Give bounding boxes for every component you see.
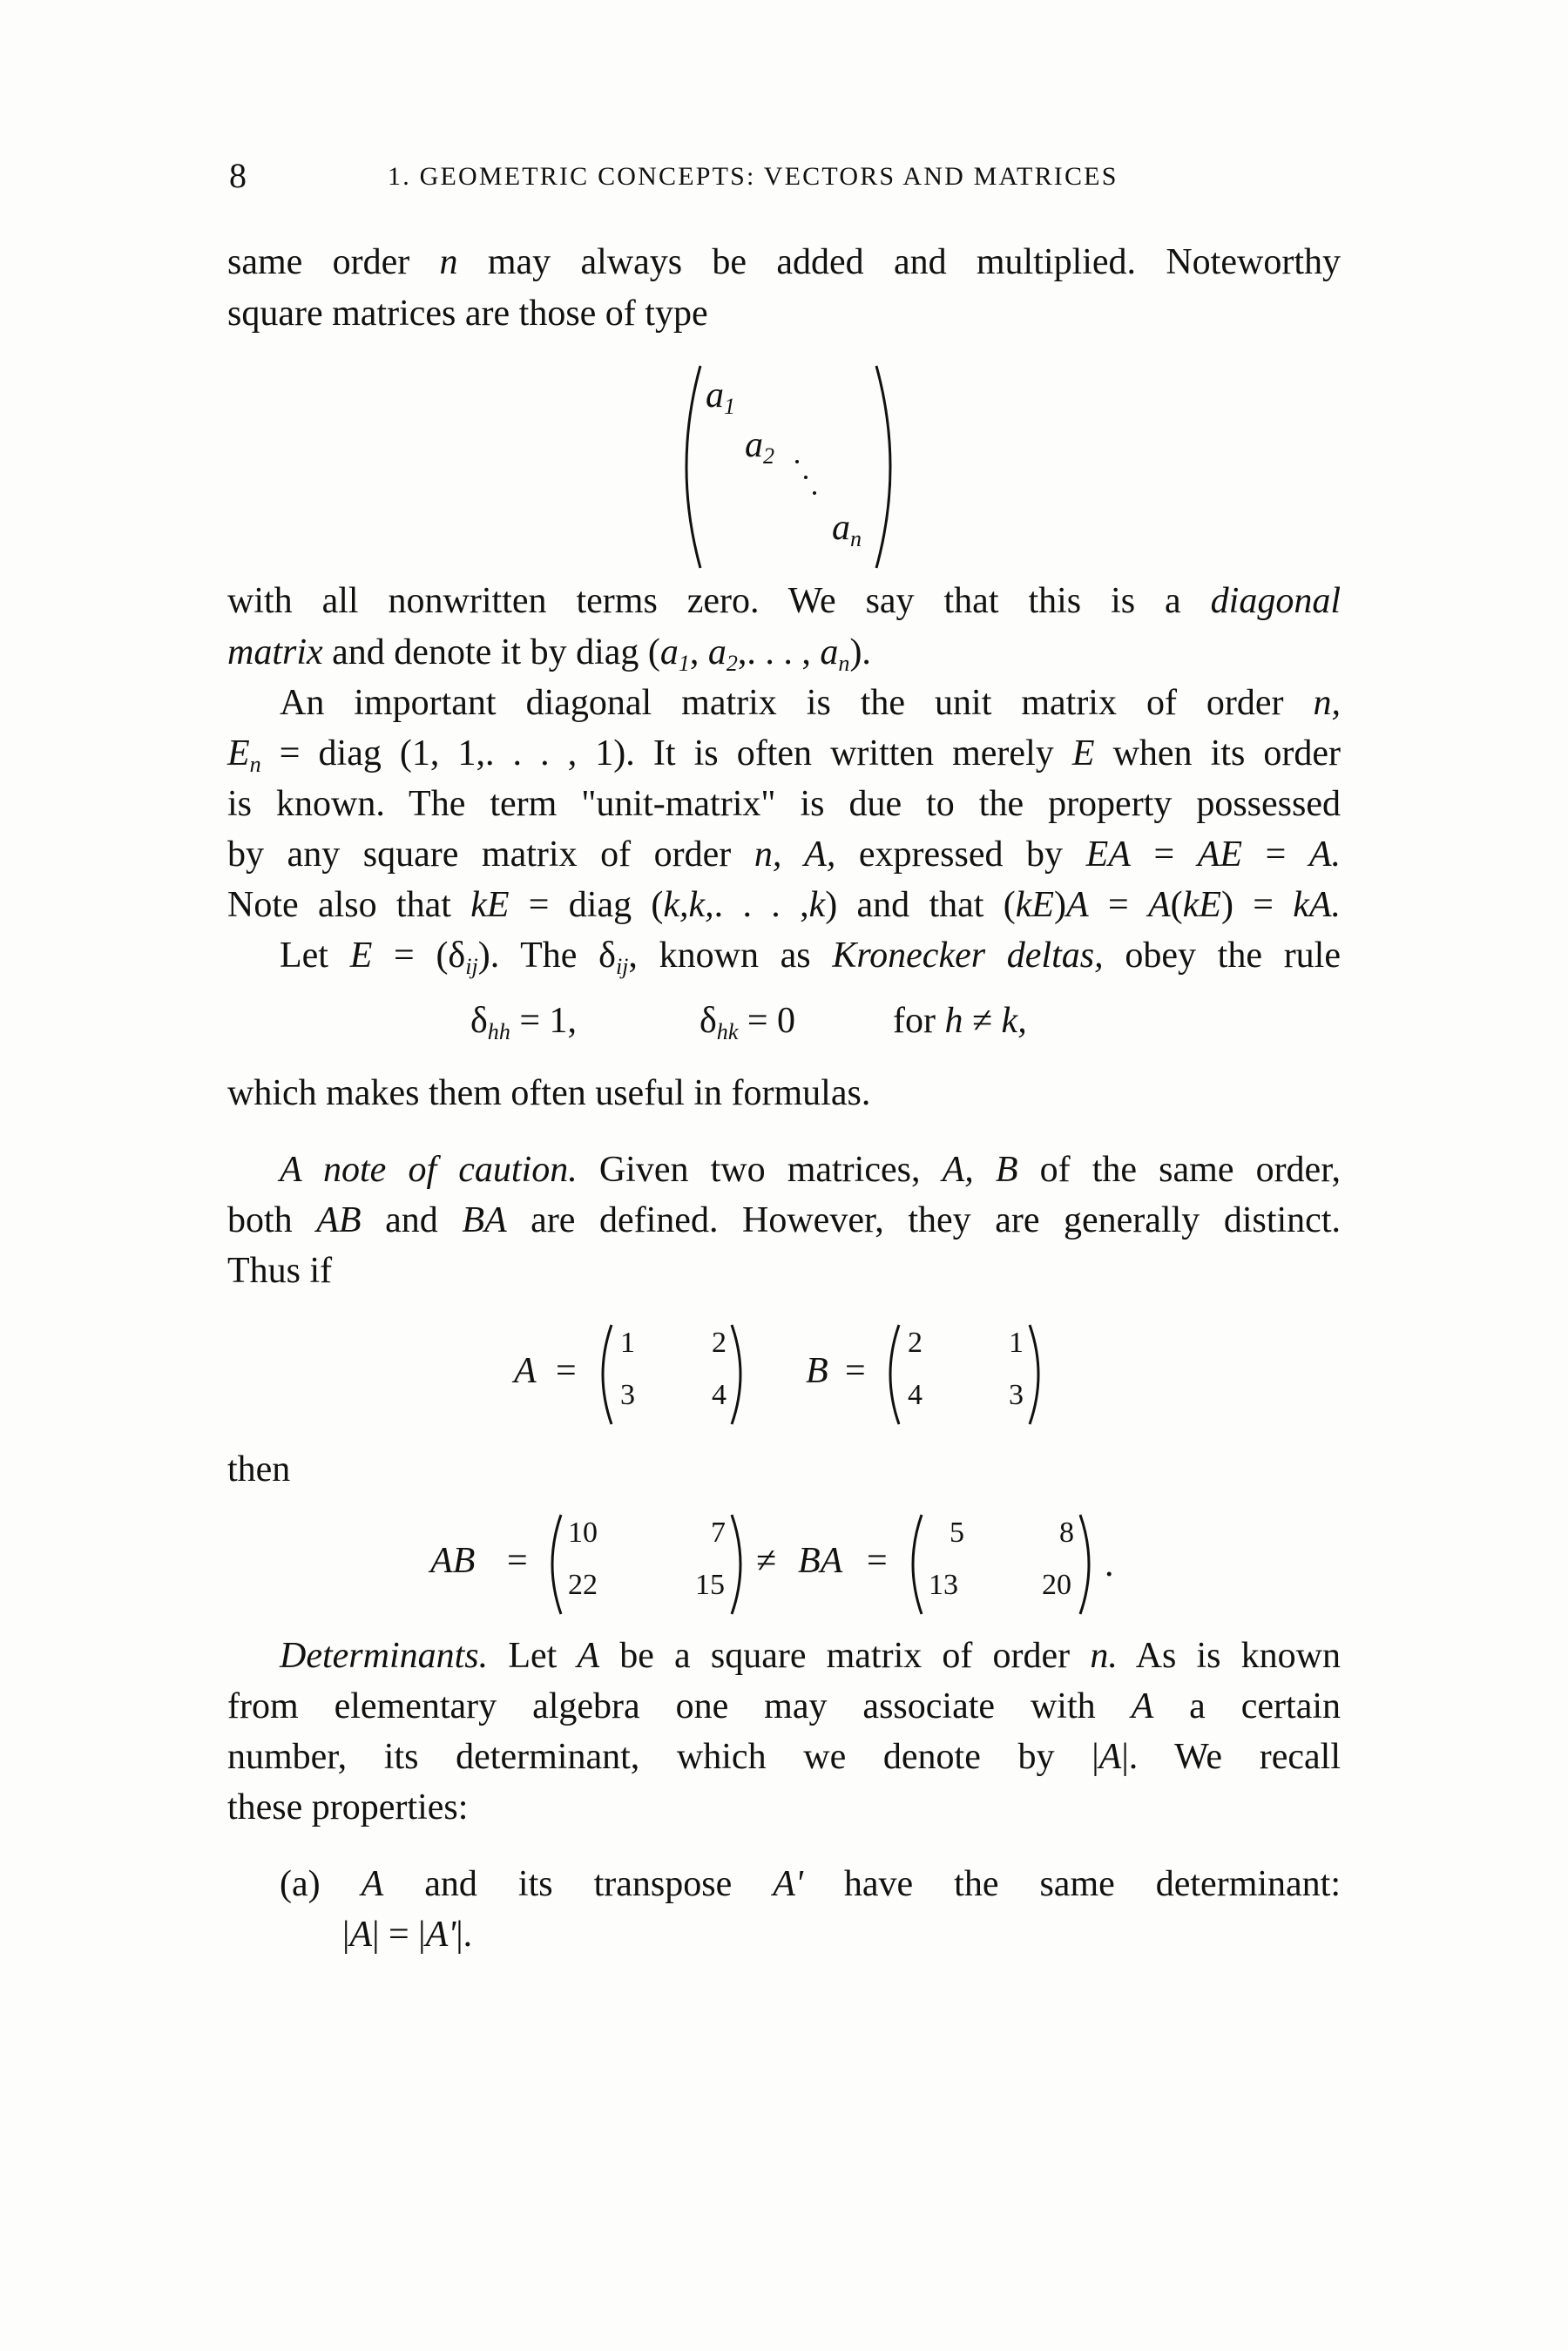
matrix-cell: 5	[950, 1517, 964, 1549]
left-paren	[671, 362, 706, 571]
diag-entry-an: $a_n$	[832, 508, 862, 551]
matrix-cell: 8	[1059, 1517, 1074, 1549]
paragraph-line: is known. The term "unit-matrix" is due to the property possessed	[227, 784, 1341, 824]
equals-sign: =	[845, 1351, 866, 1391]
matrix-A-label: A	[514, 1351, 537, 1391]
matrix-cell: 2	[712, 1327, 727, 1359]
not-equal-sign: ≠	[756, 1541, 777, 1581]
paragraph-line: Thus if	[227, 1251, 333, 1291]
paragraph-line: then	[227, 1449, 291, 1490]
diag-entry-a2: $a_2$	[745, 425, 775, 469]
matrix-cell: 13	[929, 1569, 958, 1601]
paragraph-line: Let $E = (\delta_{ij})$. The $\delta_{ij}$, known as Kronecker deltas, obey the rule	[280, 936, 1341, 979]
left-paren	[592, 1322, 615, 1427]
diag-entry-a1: $a_1$	[706, 375, 736, 419]
right-paren	[1026, 1322, 1049, 1427]
matrix-AB-label: AB	[430, 1541, 476, 1581]
matrix-cell: 3	[1009, 1379, 1024, 1411]
right-paren	[871, 362, 906, 571]
left-paren	[902, 1512, 925, 1617]
matrix-cell: 3	[620, 1379, 635, 1411]
paragraph-line: square matrices are those of type	[227, 294, 708, 334]
paragraph-line: $E_n$ = diag (1, 1,. . . , 1). It is often written merely E when its order	[227, 733, 1341, 777]
paragraph-line: both AB and BA are defined. However, they are generally distinct.	[227, 1200, 1341, 1240]
paragraph-line: which makes them often useful in formulas.	[227, 1073, 871, 1113]
paragraph-line: same order n may always be added and multiplied. Noteworthy	[227, 242, 1341, 282]
matrix-cell: 4	[908, 1379, 923, 1411]
kronecker-condition: for h ≠ k,	[893, 1001, 1027, 1041]
equals-sign: =	[507, 1541, 528, 1581]
matrix-cell: 1	[1009, 1327, 1024, 1359]
right-paren	[1077, 1512, 1099, 1617]
matrix-cell: 2	[908, 1327, 923, 1359]
matrix-cell: 1	[620, 1327, 635, 1359]
paragraph-line: matrix and denote it by diag ($a_1$, $a_2$,. . . , $a_n$).	[227, 632, 871, 676]
paragraph-line: by any square matrix of order n, A, expressed by EA = AE = A.	[227, 834, 1342, 875]
matrix-BA-label: BA	[798, 1541, 843, 1581]
left-paren	[880, 1322, 902, 1427]
paragraph-line: from elementary algebra one may associate with A a certain	[227, 1686, 1342, 1726]
left-paren	[542, 1512, 564, 1617]
matrix-cell: 15	[695, 1569, 725, 1601]
equals-sign: =	[867, 1541, 888, 1581]
right-paren	[728, 1512, 751, 1617]
running-head: 1. GEOMETRIC CONCEPTS: VECTORS AND MATRICES	[388, 162, 1119, 191]
paragraph-line: these properties:	[227, 1787, 469, 1827]
paragraph-line: with all nonwritten terms zero. We say that this is a diagonal	[227, 581, 1341, 621]
kronecker-hh: $\delta_{hh} = 1$,	[470, 1001, 578, 1044]
paragraph-line: Note also that kE = diag (k,k,. . . ,k) and that (kE)A = A(kE) = kA.	[227, 885, 1342, 925]
paragraph-line: An important diagonal matrix is the unit matrix of order n,	[280, 683, 1341, 723]
kronecker-hk: $\delta_{hk} = 0$	[700, 1001, 796, 1044]
page-number: 8	[229, 156, 247, 195]
paragraph-line: A note of caution. Given two matrices, A, B of the same order,	[280, 1150, 1342, 1190]
matrix-cell: 20	[1042, 1569, 1071, 1601]
period: .	[1105, 1544, 1114, 1584]
list-item: (a) A and its transpose A' have the same determinant:	[280, 1864, 1342, 1904]
matrix-cell: 10	[568, 1517, 598, 1549]
matrix-cell: 7	[711, 1517, 726, 1549]
paragraph-line: Determinants. Let A be a square matrix of order n. As is known	[280, 1636, 1341, 1676]
matrix-cell: 22	[568, 1569, 598, 1601]
paragraph-line: number, its determinant, which we denote by |A|. We recall	[227, 1737, 1341, 1777]
right-paren	[728, 1322, 751, 1427]
list-item-continuation: |A| = |A'|.	[342, 1915, 473, 1955]
matrix-B-label: B	[806, 1351, 828, 1391]
matrix-cell: 4	[712, 1379, 727, 1411]
equals-sign: =	[556, 1351, 577, 1391]
